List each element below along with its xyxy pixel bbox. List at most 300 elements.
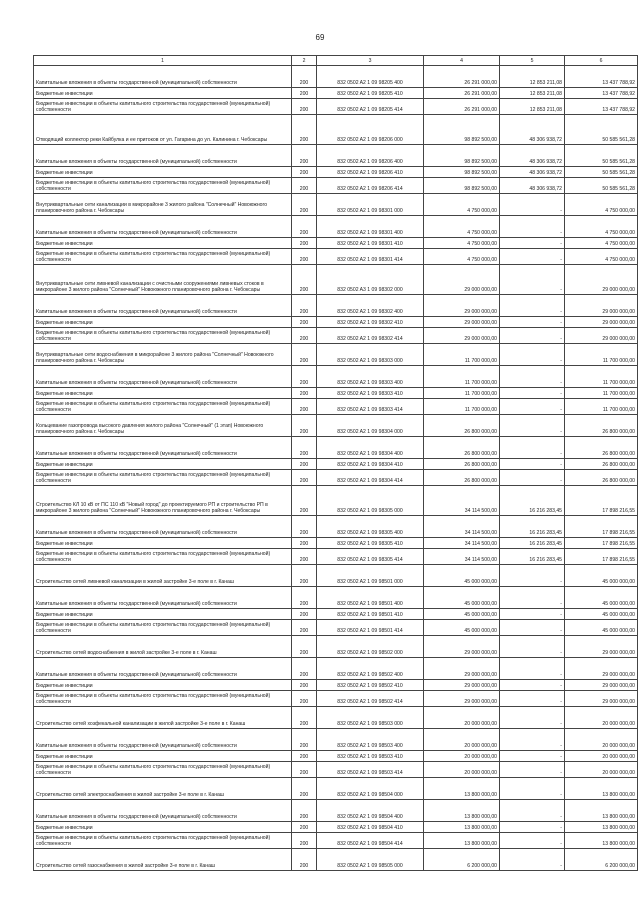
table-row — [34, 295, 638, 317]
row-name-cell: Капитальные вложения в объекты государственной (муниципальной) собственности — [34, 729, 292, 751]
row-code-cell: 832 0502 A2 1 09 98505 000 — [317, 849, 424, 871]
row-code-cell: 832 0502 A2 1 09 98304 410 — [317, 459, 424, 470]
row-code-cell: 832 0502 A2 1 09 98502 414 — [317, 691, 424, 707]
row-col5-cell: - — [500, 609, 565, 620]
row-col2-cell: 200 — [292, 636, 317, 658]
table-row — [34, 415, 638, 437]
row-code-cell: 832 0502 A2 1 09 98303 410 — [317, 388, 424, 399]
row-col4-cell: 11 700 000,00 — [424, 388, 500, 399]
row-code-cell: 832 0502 A2 1 09 98206 400 — [317, 145, 424, 167]
row-code-cell: 832 0502 A2 1 09 98301 410 — [317, 238, 424, 249]
table-row — [34, 516, 638, 538]
table-row — [34, 145, 638, 167]
row-col5-cell: - — [500, 751, 565, 762]
row-col6-cell: 29 000 000,00 — [565, 265, 638, 295]
row-name-cell: Бюджетные инвестиции в объекты капитального строительства государственной (муниципальной) собственности — [34, 549, 292, 565]
row-name-cell: Внутриквартальные сети водоснабжения в микрорайоне 3 жилого района "Солнечный" Новоюжного планировочного района г. Чебоксары — [34, 344, 292, 366]
table-row — [34, 800, 638, 822]
row-col5-cell: - — [500, 658, 565, 680]
row-col5-cell: 48 306 938,72 — [500, 178, 565, 194]
row-col2-cell: 200 — [292, 822, 317, 833]
row-col6-cell: 4 750 000,00 — [565, 194, 638, 216]
row-code-cell: 832 0502 A2 1 09 98302 410 — [317, 317, 424, 328]
row-col6-cell: 13 800 000,00 — [565, 800, 638, 822]
row-col5-cell: - — [500, 388, 565, 399]
row-col6-cell: 29 000 000,00 — [565, 691, 638, 707]
row-col6-cell: 13 437 788,92 — [565, 88, 638, 99]
row-col2-cell: 200 — [292, 295, 317, 317]
row-col6-cell: 11 700 000,00 — [565, 344, 638, 366]
row-col4-cell: 20 000 000,00 — [424, 707, 500, 729]
row-code-cell: 832 0502 A2 1 09 98503 410 — [317, 751, 424, 762]
row-col4-cell: 26 800 000,00 — [424, 437, 500, 459]
row-col2-cell: 200 — [292, 658, 317, 680]
row-col5-cell: - — [500, 587, 565, 609]
row-name-cell: Бюджетные инвестиции в объекты капитального строительства государственной (муниципальной) собственности — [34, 833, 292, 849]
row-col2-cell: 200 — [292, 486, 317, 516]
row-col2-cell: 200 — [292, 833, 317, 849]
row-col2-cell: 200 — [292, 470, 317, 486]
row-col5-cell: 12 853 211,08 — [500, 99, 565, 115]
table-row — [34, 470, 638, 486]
row-col5-cell: - — [500, 328, 565, 344]
row-col5-cell: - — [500, 565, 565, 587]
row-col2-cell: 200 — [292, 437, 317, 459]
row-col4-cell: 4 750 000,00 — [424, 194, 500, 216]
row-col2-cell: 200 — [292, 415, 317, 437]
row-col4-cell: 13 800 000,00 — [424, 833, 500, 849]
row-col5-cell: - — [500, 295, 565, 317]
row-col6-cell: 4 750 000,00 — [565, 238, 638, 249]
row-col2-cell: 200 — [292, 344, 317, 366]
row-col6-cell: 45 000 000,00 — [565, 565, 638, 587]
table-row — [34, 178, 638, 194]
table-row — [34, 437, 638, 459]
row-col5-cell: 48 306 938,72 — [500, 145, 565, 167]
row-col4-cell: 98 892 500,00 — [424, 145, 500, 167]
row-col6-cell: 50 585 561,28 — [565, 115, 638, 145]
row-col6-cell: 45 000 000,00 — [565, 609, 638, 620]
row-col6-cell: 26 800 000,00 — [565, 437, 638, 459]
row-name-cell: Внутриквартальные сети канализации в микрорайоне 3 жилого района "Солнечный" Новоюжного планировочного района г. Чебоксары — [34, 194, 292, 216]
row-col2-cell: 200 — [292, 609, 317, 620]
table-row — [34, 388, 638, 399]
row-col2-cell: 200 — [292, 249, 317, 265]
row-col4-cell: 29 000 000,00 — [424, 317, 500, 328]
row-code-cell: 832 0502 A2 1 09 98501 400 — [317, 587, 424, 609]
row-col4-cell: 13 800 000,00 — [424, 822, 500, 833]
row-col4-cell: 26 800 000,00 — [424, 459, 500, 470]
table-row — [34, 399, 638, 415]
row-code-cell: 832 0502 A2 1 09 98206 000 — [317, 115, 424, 145]
row-col5-cell: - — [500, 194, 565, 216]
row-name-cell: Бюджетные инвестиции — [34, 317, 292, 328]
row-col6-cell: 13 437 788,92 — [565, 66, 638, 88]
row-col2-cell: 200 — [292, 778, 317, 800]
table-row — [34, 549, 638, 565]
row-name-cell: Капитальные вложения в объекты государственной (муниципальной) собственности — [34, 366, 292, 388]
header-cell: 2 — [292, 56, 317, 66]
row-col4-cell: 98 892 500,00 — [424, 167, 500, 178]
table-row — [34, 822, 638, 833]
row-col2-cell: 200 — [292, 707, 317, 729]
row-col2-cell: 200 — [292, 178, 317, 194]
row-col2-cell: 200 — [292, 194, 317, 216]
row-code-cell: 832 0502 A2 1 09 98301 400 — [317, 216, 424, 238]
row-col2-cell: 200 — [292, 729, 317, 751]
row-name-cell: Строительство сетей ливневой канализации в жилой застройке 3-е поле в г. Канаш — [34, 565, 292, 587]
row-col4-cell: 29 000 000,00 — [424, 295, 500, 317]
row-name-cell: Бюджетные инвестиции в объекты капитального строительства государственной (муниципальной) собственности — [34, 399, 292, 415]
row-col2-cell: 200 — [292, 238, 317, 249]
row-col5-cell: 16 216 283,45 — [500, 538, 565, 549]
row-code-cell: 832 0502 A2 1 09 98501 410 — [317, 609, 424, 620]
row-col6-cell: 17 898 216,55 — [565, 486, 638, 516]
table-row — [34, 459, 638, 470]
row-code-cell: 832 0502 A2 1 09 98206 410 — [317, 167, 424, 178]
table-body — [34, 66, 638, 871]
row-col6-cell: 20 000 000,00 — [565, 762, 638, 778]
row-col4-cell: 11 700 000,00 — [424, 399, 500, 415]
row-col6-cell: 50 585 561,28 — [565, 167, 638, 178]
row-name-cell: Бюджетные инвестиции в объекты капитального строительства государственной (муниципальной) собственности — [34, 620, 292, 636]
row-col5-cell: 16 216 283,45 — [500, 549, 565, 565]
row-col2-cell: 200 — [292, 145, 317, 167]
row-col5-cell: - — [500, 729, 565, 751]
row-code-cell: 832 0502 A2 1 09 98205 400 — [317, 66, 424, 88]
row-col6-cell: 29 000 000,00 — [565, 317, 638, 328]
row-name-cell: Бюджетные инвестиции — [34, 751, 292, 762]
row-name-cell: Внутриквартальные сети ливневой канализации с очистными сооружениями ливневых стоков в микрорайоне 3 жилого района "Солнечный" Новоюжного планировочного района г. Чебоксары — [34, 265, 292, 295]
row-name-cell: Строительство сетей водоснабжения в жилой застройке 3-е поле в г. Канаш — [34, 636, 292, 658]
row-col6-cell: 29 000 000,00 — [565, 295, 638, 317]
row-name-cell: Отводящий коллектор реки Кайбулка и ее притоков от ул. Гагарина до ул. Калинина г. Чебоксары — [34, 115, 292, 145]
row-col4-cell: 11 700 000,00 — [424, 344, 500, 366]
row-name-cell: Строительство сетей хозфекальной канализации в жилой застройке 3-е поле в г. Канаш — [34, 707, 292, 729]
row-name-cell: Кольцевание газопровода высокого давления жилого района "Солнечный" (1 этап) Новоюжного планировочного района г. Чебоксары — [34, 415, 292, 437]
row-name-cell: Капитальные вложения в объекты государственной (муниципальной) собственности — [34, 516, 292, 538]
row-col2-cell: 200 — [292, 800, 317, 822]
row-col4-cell: 34 114 500,00 — [424, 549, 500, 565]
row-col6-cell: 45 000 000,00 — [565, 587, 638, 609]
row-code-cell: 832 0502 A2 1 09 98305 400 — [317, 516, 424, 538]
row-col4-cell: 26 291 000,00 — [424, 99, 500, 115]
row-name-cell: Строительство сетей газоснабжения в жилой застройке 3-е поле в г. Канаш — [34, 849, 292, 871]
row-col5-cell: - — [500, 833, 565, 849]
row-code-cell: 832 0502 A2 1 09 98305 000 — [317, 486, 424, 516]
row-col2-cell: 200 — [292, 538, 317, 549]
table-row — [34, 762, 638, 778]
row-name-cell: Бюджетные инвестиции — [34, 538, 292, 549]
row-col6-cell: 20 000 000,00 — [565, 707, 638, 729]
row-name-cell: Капитальные вложения в объекты государственной (муниципальной) собственности — [34, 800, 292, 822]
header-cell: 3 — [317, 56, 424, 66]
row-name-cell: Бюджетные инвестиции в объекты капитального строительства государственной (муниципальной) собственности — [34, 99, 292, 115]
row-col4-cell: 13 800 000,00 — [424, 800, 500, 822]
header-cell: 6 — [565, 56, 638, 66]
table-row — [34, 115, 638, 145]
row-code-cell: 832 0502 A2 1 09 98504 414 — [317, 833, 424, 849]
row-code-cell: 832 0502 A2 1 09 98503 000 — [317, 707, 424, 729]
row-col2-cell: 200 — [292, 366, 317, 388]
row-col6-cell: 26 800 000,00 — [565, 470, 638, 486]
row-col4-cell: 45 000 000,00 — [424, 587, 500, 609]
row-code-cell: 832 0502 A2 1 09 98205 414 — [317, 99, 424, 115]
row-col6-cell: 4 750 000,00 — [565, 249, 638, 265]
row-code-cell: 832 0502 A2 1 09 98302 414 — [317, 328, 424, 344]
table-row — [34, 194, 638, 216]
table-row — [34, 680, 638, 691]
table-row — [34, 620, 638, 636]
row-col2-cell: 200 — [292, 399, 317, 415]
row-col5-cell: - — [500, 470, 565, 486]
row-name-cell: Капитальные вложения в объекты государственной (муниципальной) собственности — [34, 437, 292, 459]
row-col6-cell: 17 898 216,55 — [565, 538, 638, 549]
row-code-cell: 832 0502 A2 1 09 98304 400 — [317, 437, 424, 459]
row-name-cell: Капитальные вложения в объекты государственной (муниципальной) собственности — [34, 216, 292, 238]
row-name-cell: Строительство КЛ 10 кВ от ПС 110 кВ "Новый город" до проектируемого РП и строительство РП в микрорайоне 3 жилого района "Солнечный" Новоюжного планировочного района г. Чебоксары — [34, 486, 292, 516]
row-col2-cell: 200 — [292, 691, 317, 707]
row-name-cell: Бюджетные инвестиции в объекты капитального строительства государственной (муниципальной) собственности — [34, 178, 292, 194]
row-col5-cell: - — [500, 680, 565, 691]
row-col6-cell: 13 800 000,00 — [565, 833, 638, 849]
row-code-cell: 832 0502 A2 1 09 98305 414 — [317, 549, 424, 565]
row-code-cell: 832 0502 A2 1 09 98303 400 — [317, 366, 424, 388]
row-name-cell: Капитальные вложения в объекты государственной (муниципальной) собственности — [34, 587, 292, 609]
table-row — [34, 167, 638, 178]
row-col4-cell: 29 000 000,00 — [424, 636, 500, 658]
table-row — [34, 317, 638, 328]
table-row — [34, 538, 638, 549]
table-row — [34, 99, 638, 115]
row-col6-cell: 11 700 000,00 — [565, 388, 638, 399]
table-row — [34, 778, 638, 800]
row-col4-cell: 29 000 000,00 — [424, 680, 500, 691]
row-col5-cell: - — [500, 317, 565, 328]
row-col4-cell: 29 000 000,00 — [424, 328, 500, 344]
row-col6-cell: 45 000 000,00 — [565, 620, 638, 636]
row-col6-cell: 17 898 216,55 — [565, 516, 638, 538]
row-col4-cell: 98 892 500,00 — [424, 178, 500, 194]
row-col4-cell: 4 750 000,00 — [424, 216, 500, 238]
row-col2-cell: 200 — [292, 751, 317, 762]
row-col6-cell: 20 000 000,00 — [565, 729, 638, 751]
table-row — [34, 249, 638, 265]
row-col5-cell: - — [500, 265, 565, 295]
row-code-cell: 832 0502 A2 1 09 98305 410 — [317, 538, 424, 549]
row-col6-cell: 29 000 000,00 — [565, 636, 638, 658]
row-col4-cell: 20 000 000,00 — [424, 751, 500, 762]
table-row — [34, 328, 638, 344]
row-col5-cell: 48 306 938,72 — [500, 115, 565, 145]
row-col5-cell: - — [500, 415, 565, 437]
row-col2-cell: 200 — [292, 216, 317, 238]
table-row — [34, 849, 638, 871]
row-name-cell: Капитальные вложения в объекты государственной (муниципальной) собственности — [34, 66, 292, 88]
row-name-cell: Бюджетные инвестиции в объекты капитального строительства государственной (муниципальной) собственности — [34, 470, 292, 486]
row-name-cell: Строительство сетей электроснабжения в жилой застройке 3-е поле в г. Канаш — [34, 778, 292, 800]
row-code-cell: 832 0502 A2 1 09 98503 414 — [317, 762, 424, 778]
table-row — [34, 238, 638, 249]
row-col2-cell: 200 — [292, 66, 317, 88]
row-name-cell: Бюджетные инвестиции в объекты капитального строительства государственной (муниципальной) собственности — [34, 691, 292, 707]
row-col4-cell: 13 800 000,00 — [424, 778, 500, 800]
row-code-cell: 832 0502 A2 1 09 98303 414 — [317, 399, 424, 415]
row-col6-cell: 17 898 216,55 — [565, 549, 638, 565]
row-col5-cell: - — [500, 344, 565, 366]
row-col4-cell: 26 291 000,00 — [424, 66, 500, 88]
row-col2-cell: 200 — [292, 516, 317, 538]
row-name-cell: Бюджетные инвестиции — [34, 680, 292, 691]
row-col6-cell: 13 800 000,00 — [565, 822, 638, 833]
row-name-cell: Бюджетные инвестиции в объекты капитального строительства государственной (муниципальной) собственности — [34, 762, 292, 778]
header-cell: 1 — [34, 56, 292, 66]
row-col4-cell: 4 750 000,00 — [424, 238, 500, 249]
row-col6-cell: 29 000 000,00 — [565, 658, 638, 680]
row-col4-cell: 34 114 500,00 — [424, 516, 500, 538]
row-code-cell: 832 0502 A2 1 09 98302 400 — [317, 295, 424, 317]
row-col5-cell: - — [500, 238, 565, 249]
row-col6-cell: 26 800 000,00 — [565, 459, 638, 470]
row-col6-cell: 26 800 000,00 — [565, 415, 638, 437]
table-row — [34, 636, 638, 658]
row-code-cell: 832 0502 A2 1 09 98205 410 — [317, 88, 424, 99]
row-col6-cell: 11 700 000,00 — [565, 366, 638, 388]
row-name-cell: Бюджетные инвестиции — [34, 88, 292, 99]
page-number: 69 — [315, 33, 325, 42]
row-col4-cell: 45 000 000,00 — [424, 620, 500, 636]
row-code-cell: 832 0502 A2 1 09 98504 000 — [317, 778, 424, 800]
row-col2-cell: 200 — [292, 99, 317, 115]
row-col6-cell: 29 000 000,00 — [565, 680, 638, 691]
row-col5-cell: 16 216 283,45 — [500, 516, 565, 538]
row-col2-cell: 200 — [292, 849, 317, 871]
row-name-cell: Бюджетные инвестиции в объекты капитального строительства государственной (муниципальной) собственности — [34, 249, 292, 265]
row-col2-cell: 200 — [292, 587, 317, 609]
row-col2-cell: 200 — [292, 549, 317, 565]
table-row — [34, 565, 638, 587]
row-code-cell: 832 0502 A2 1 09 98502 410 — [317, 680, 424, 691]
row-col2-cell: 200 — [292, 115, 317, 145]
row-col5-cell: 48 306 938,72 — [500, 167, 565, 178]
table-row — [34, 265, 638, 295]
row-col2-cell: 200 — [292, 565, 317, 587]
row-name-cell: Бюджетные инвестиции — [34, 167, 292, 178]
row-col6-cell: 29 000 000,00 — [565, 328, 638, 344]
row-col2-cell: 200 — [292, 388, 317, 399]
row-name-cell: Бюджетные инвестиции — [34, 459, 292, 470]
header-cell: 5 — [500, 56, 565, 66]
row-col6-cell: 20 000 000,00 — [565, 751, 638, 762]
row-col4-cell: 6 200 000,00 — [424, 849, 500, 871]
budget-table — [33, 55, 638, 871]
row-col5-cell: - — [500, 691, 565, 707]
row-col2-cell: 200 — [292, 167, 317, 178]
row-col4-cell: 26 800 000,00 — [424, 470, 500, 486]
row-code-cell: 832 0502 A2 1 09 98503 400 — [317, 729, 424, 751]
row-code-cell: 832 0502 A2 1 09 98504 410 — [317, 822, 424, 833]
row-col4-cell: 4 750 000,00 — [424, 249, 500, 265]
row-name-cell: Капитальные вложения в объекты государственной (муниципальной) собственности — [34, 658, 292, 680]
row-col4-cell: 20 000 000,00 — [424, 762, 500, 778]
row-col6-cell: 13 437 788,92 — [565, 99, 638, 115]
row-col6-cell: 13 800 000,00 — [565, 778, 638, 800]
row-col4-cell: 29 000 000,00 — [424, 691, 500, 707]
row-col2-cell: 200 — [292, 620, 317, 636]
table-row — [34, 88, 638, 99]
row-col2-cell: 200 — [292, 317, 317, 328]
row-col4-cell: 26 291 000,00 — [424, 88, 500, 99]
row-col5-cell: - — [500, 249, 565, 265]
row-name-cell: Капитальные вложения в объекты государственной (муниципальной) собственности — [34, 295, 292, 317]
row-code-cell: 832 0502 A3 1 09 98302 000 — [317, 265, 424, 295]
row-col5-cell: - — [500, 778, 565, 800]
table-row — [34, 691, 638, 707]
header-cell: 4 — [424, 56, 500, 66]
row-col5-cell: - — [500, 216, 565, 238]
table-row — [34, 216, 638, 238]
row-code-cell: 832 0502 A2 1 09 98502 400 — [317, 658, 424, 680]
table-row — [34, 658, 638, 680]
row-col6-cell: 11 700 000,00 — [565, 399, 638, 415]
row-col4-cell: 29 000 000,00 — [424, 265, 500, 295]
row-name-cell: Бюджетные инвестиции — [34, 238, 292, 249]
table-row — [34, 366, 638, 388]
row-col6-cell: 50 585 561,28 — [565, 178, 638, 194]
row-col5-cell: - — [500, 636, 565, 658]
table-row — [34, 833, 638, 849]
table-row — [34, 609, 638, 620]
row-col4-cell: 20 000 000,00 — [424, 729, 500, 751]
row-code-cell: 832 0502 A2 1 09 98301 000 — [317, 194, 424, 216]
row-code-cell: 832 0502 A2 1 09 98303 000 — [317, 344, 424, 366]
row-code-cell: 832 0502 A2 1 09 98502 000 — [317, 636, 424, 658]
table-row — [34, 344, 638, 366]
row-col4-cell: 26 800 000,00 — [424, 415, 500, 437]
row-col5-cell: - — [500, 399, 565, 415]
row-code-cell: 832 0502 A2 1 09 98206 414 — [317, 178, 424, 194]
row-col4-cell: 45 000 000,00 — [424, 609, 500, 620]
row-col2-cell: 200 — [292, 328, 317, 344]
row-col5-cell: 12 853 211,08 — [500, 88, 565, 99]
row-col5-cell: 16 216 283,45 — [500, 486, 565, 516]
row-col2-cell: 200 — [292, 265, 317, 295]
row-col2-cell: 200 — [292, 459, 317, 470]
table-row — [34, 751, 638, 762]
row-name-cell: Бюджетные инвестиции — [34, 609, 292, 620]
row-col4-cell: 29 000 000,00 — [424, 658, 500, 680]
row-col6-cell: 4 750 000,00 — [565, 216, 638, 238]
row-col5-cell: - — [500, 707, 565, 729]
row-col5-cell: - — [500, 366, 565, 388]
table-header-row — [34, 56, 638, 66]
row-col5-cell: - — [500, 849, 565, 871]
row-code-cell: 832 0502 A2 1 09 98504 400 — [317, 800, 424, 822]
table-row — [34, 486, 638, 516]
table-row — [34, 707, 638, 729]
row-code-cell: 832 0502 A2 1 09 98501 000 — [317, 565, 424, 587]
row-col5-cell: - — [500, 822, 565, 833]
row-col5-cell: - — [500, 437, 565, 459]
row-col4-cell: 98 892 500,00 — [424, 115, 500, 145]
row-code-cell: 832 0502 A2 1 09 98301 414 — [317, 249, 424, 265]
row-name-cell: Капитальные вложения в объекты государственной (муниципальной) собственности — [34, 145, 292, 167]
row-col4-cell: 34 114 500,00 — [424, 486, 500, 516]
row-col6-cell: 6 200 000,00 — [565, 849, 638, 871]
row-col5-cell: - — [500, 800, 565, 822]
row-col4-cell: 45 000 000,00 — [424, 565, 500, 587]
row-col2-cell: 200 — [292, 680, 317, 691]
